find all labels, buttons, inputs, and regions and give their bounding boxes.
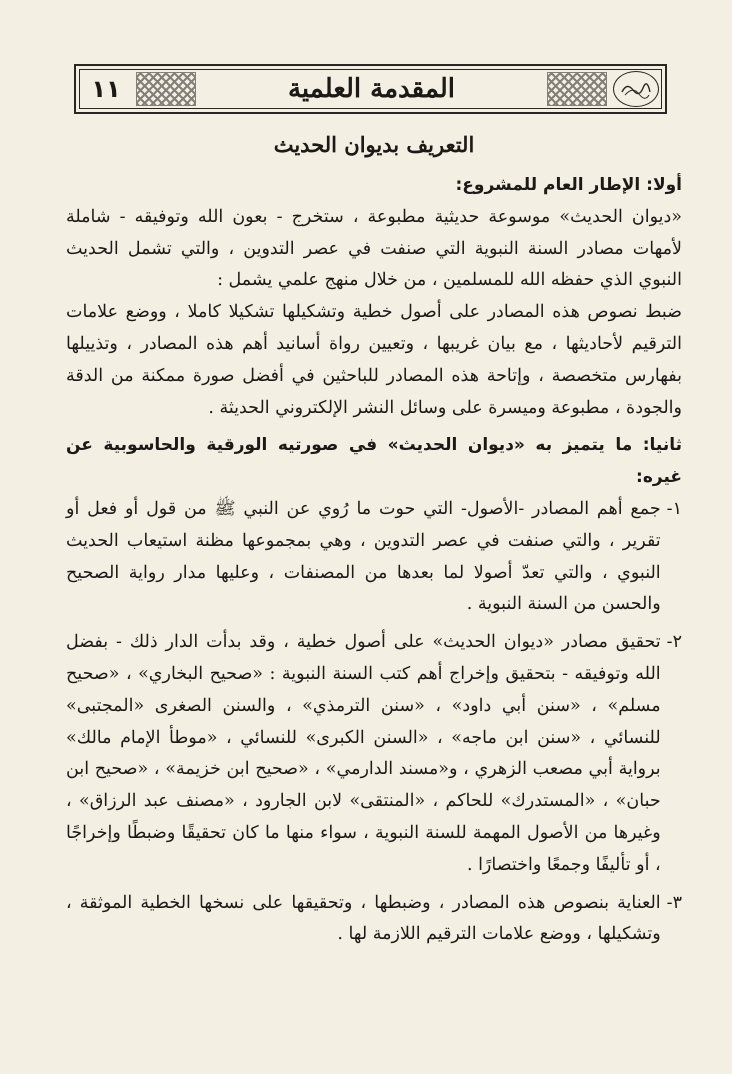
list-item-number: ٣- bbox=[666, 892, 682, 913]
section1-paragraph-1: «ديوان الحديث» موسوعة حديثية مطبوعة ، ستخرج - بعون الله وتوفيقه - شاملة لأمهات مصادر السنة النبوية التي صنفت في عصر التدوين ، والتي تشمل الحديث النبوي الذي حفظه الله للمسلمين ، من خلال منهج علمي يشمل : bbox=[66, 206, 682, 291]
section2-title: ثانيا: ما يتميز به «ديوان الحديث» في صورتيه الورقية والحاسوبية عن غيره: bbox=[66, 435, 682, 488]
section1-title: أولا: الإطار العام للمشروع: bbox=[455, 175, 682, 195]
list-item-number: ١- bbox=[666, 498, 682, 519]
calligraphy-seal-icon bbox=[613, 71, 659, 107]
list-item-text: العناية بنصوص هذه المصادر ، وضبطها ، وتحقيقها على نسخها الخطية الموثقة ، وتشكيلها ، ووضع علامات الترقيم اللازمة لها . bbox=[66, 892, 661, 945]
header-title: المقدمة العلمية bbox=[287, 74, 455, 104]
list-item bbox=[66, 888, 682, 952]
page-header bbox=[74, 64, 667, 114]
page-body bbox=[66, 128, 682, 951]
page-number: ١١ bbox=[91, 75, 121, 103]
list-item bbox=[66, 494, 682, 621]
ornament-left bbox=[136, 72, 196, 106]
list-item-text: تحقيق مصادر «ديوان الحديث» على أصول خطية ، وقد بدأت الدار ذلك - بفضل الله وتوفيقه - بتحقيق وإخراج أهم كتب السنة النبوية : «صحيح البخاري» ، «صحيح مسلم» ، «سنن أبي داود» ، «سنن الترمذي» ، والسنن الصغرى «المجتبى» للنسائي ، «سنن ابن ماجه» ، «السنن الكبرى» للنسائي ، «موطأ الإمام مالك» برواية أبي مصعب الزهري ، و«مسند الدارمي» ، «صحيح ابن خزيمة» ، «صحيح ابن حبان» ، «المستدرك» للحاكم ، «المنتقى» لابن الجارود ، «مصنف عبد الرزاق» ، وغيرها من الأصول المهمة للسنة النبوية ، سواء منها ما كان تحقيقًا وضبطًا وإخراجًا ، أو تأليفًا وجمعًا واختصارًا . bbox=[66, 632, 661, 875]
section-heading: التعريف بديوان الحديث bbox=[273, 132, 475, 157]
list-item bbox=[66, 627, 682, 881]
list-item-number: ٢- bbox=[666, 632, 682, 653]
list-item-text: جمع أهم المصادر -الأصول- التي حوت ما رُوي عن النبي ﷺ من قول أو فعل أو تقرير ، والتي صنفت في عصر التدوين ، وهي بمجموعها مظنة استيعاب الحديث النبوي ، والتي تعدّ أصولا لما بعدها من المصنفات ، وعليها مدار رواية الصحيح والحسن من السنة النبوية . bbox=[66, 498, 661, 615]
section1-paragraph-2: ضبط نصوص هذه المصادر على أصول خطية وتشكيلها تشكيلا كاملا ، ووضع علامات الترقيم لأحاديثها ، مع بيان غريبها ، وتعيين رواة أسانيد أهم هذه المصادر ، وتذييلها بفهارس متخصصة ، وإتاحة هذه المصادر للباحثين في أفضل صورة ممكنة من الدقة والجودة ، مطبوعة وميسرة على وسائل النشر الإلكتروني الحديثة . bbox=[66, 302, 682, 418]
ornament-right bbox=[547, 72, 607, 106]
